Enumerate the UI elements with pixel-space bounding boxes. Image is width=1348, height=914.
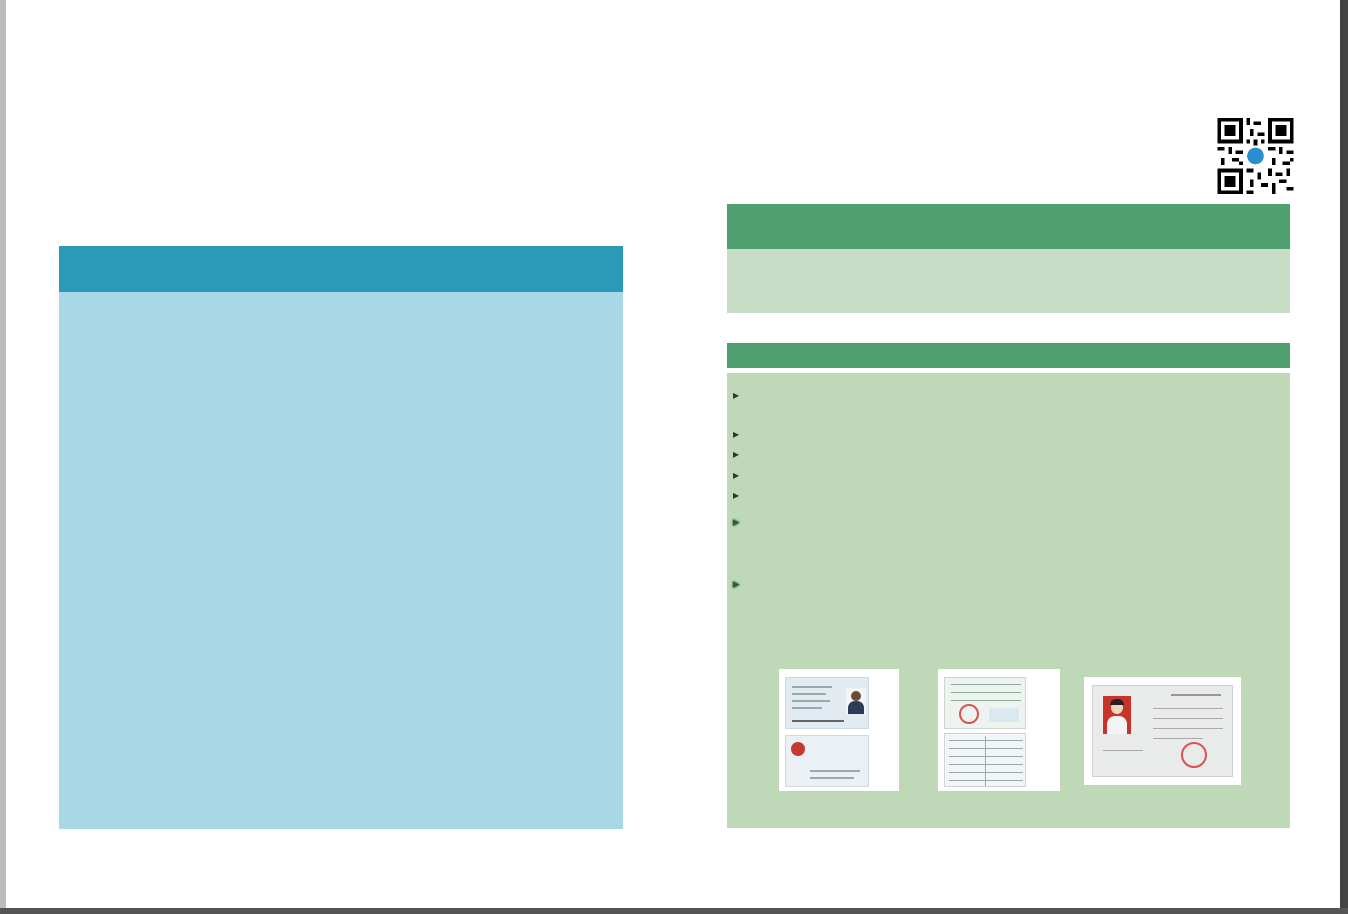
explain-title (727, 343, 1290, 368)
id-photo-avatar (846, 688, 866, 714)
major-table-title (59, 246, 623, 292)
gaokao-condition-heading: ▸ (733, 515, 740, 530)
hukou-student-page-image (944, 733, 1026, 787)
page-edge-bottom (0, 908, 1348, 914)
mode-3 (352, 196, 459, 234)
national-emblem-icon (791, 742, 805, 756)
fee-item-1: ▸ (733, 388, 740, 402)
mode-1 (64, 196, 170, 234)
hukou-seal-icon (959, 704, 979, 724)
mode-4 (466, 196, 620, 234)
mode-1-pill (64, 208, 170, 232)
id-card-sample (779, 669, 899, 791)
fee-item-4: ▸ (733, 468, 740, 482)
id-card-front-image (785, 677, 869, 729)
fee-item-5: ▸ (733, 488, 740, 502)
fee-item-2: ▸ (733, 427, 740, 441)
diploma-photo-avatar (1103, 696, 1131, 734)
mode-2-pill (188, 208, 341, 232)
page-gutter-left (0, 0, 6, 914)
mode-2 (188, 196, 341, 234)
mode-4-pill (466, 208, 620, 232)
plan-table-grid (727, 249, 1290, 313)
id-card-back-image (785, 735, 869, 787)
qr-code-icon (1217, 118, 1294, 194)
plan-table-title (727, 204, 1290, 249)
hukou-first-page-image (944, 677, 1026, 729)
mode-3-pill (352, 208, 459, 232)
diploma-seal-icon (1181, 742, 1207, 768)
major-table-grid (59, 292, 623, 829)
diploma-sample (1084, 677, 1241, 785)
fee-item-3: ▸ (733, 447, 740, 461)
materials-heading: ▸ (733, 577, 740, 592)
diploma-image (1092, 685, 1233, 777)
page-edge-right (1340, 0, 1348, 914)
major-table (59, 246, 623, 829)
hukou-sample (938, 669, 1060, 791)
